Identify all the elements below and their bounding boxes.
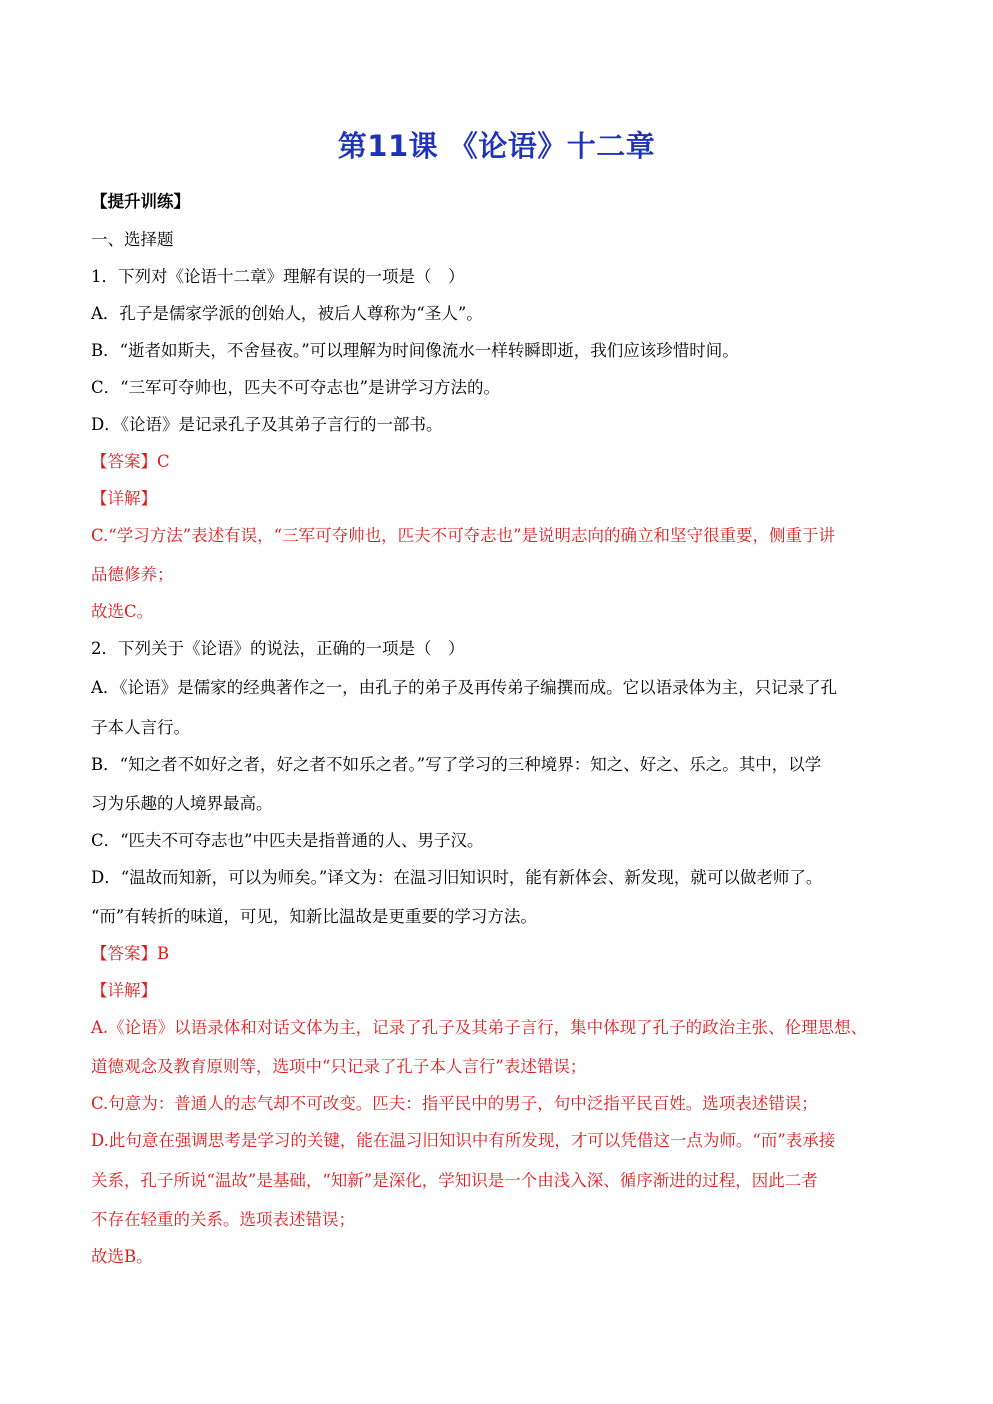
text-line: 【详解】 [91, 981, 157, 1000]
text-line: D．《论语》是记录孔子及其弟子言行的一部书。 [91, 415, 443, 434]
text-line: A．孔子是儒家学派的创始人，被后人尊称为“圣人”。 [91, 304, 483, 323]
text-line: 【答案】B [91, 944, 170, 963]
text-line: 故选B。 [91, 1247, 153, 1266]
text-line: 习为乐趣的人境界最高。 [91, 794, 273, 813]
text-line: A．《论语》是儒家的经典著作之一，由孔子的弟子及再传弟子编撰而成。它以语录体为主，只记录了孔 [91, 678, 838, 697]
text-line: 【详解】 [91, 489, 157, 508]
text-line: 2．下列关于《论语》的说法，正确的一项是（ ） [91, 639, 465, 658]
text-line: A.《论语》以语录体和对话文体为主，记录了孔子及其弟子言行，集中体现了孔子的政治主张、伦理思想、 [91, 1018, 868, 1037]
text-line: 【答案】C [91, 452, 170, 471]
text-line: B．“逝者如斯夫，不舍昼夜。”可以理解为时间像流水一样转瞬即逝，我们应该珍惜时间。 [91, 341, 739, 360]
text-line: D．“温故而知新，可以为师矣。”译文为：在温习旧知识时，能有新体会、新发现，就可以做老师了。 [91, 868, 823, 887]
text-line: C．“匹夫不可夺志也”中匹夫是指普通的人、男子汉。 [91, 831, 484, 850]
text-line: 不存在轻重的关系。选项表述错误； [91, 1210, 355, 1229]
page-title: 第11课 《论语》十二章 [337, 129, 656, 163]
part-heading: 一、选择题 [91, 230, 174, 249]
text-line: 关系，孔子所说“温故”是基础，“知新”是深化，学知识是一个由浅入深、循序渐进的过程，因此二者 [91, 1171, 818, 1190]
text-line: 1．下列对《论语十二章》理解有误的一项是（ ） [91, 267, 465, 286]
section-label: 【提升训练】 [91, 192, 190, 211]
text-line: B．“知之者不如好之者，好之者不如乐之者。”写了学习的三种境界：知之、好之、乐之。其中，以学 [91, 755, 822, 774]
text-line: “而”有转折的味道，可见，知新比温故是更重要的学习方法。 [91, 907, 537, 926]
text-line: C.“学习方法”表述有误，“三军可夺帅也，匹夫不可夺志也”是说明志向的确立和坚守很重要，侧重于讲 [91, 526, 836, 545]
text-line: 故选C。 [91, 602, 154, 621]
text-line: 道德观念及教育原则等，选项中“只记录了孔子本人言行”表述错误； [91, 1057, 587, 1076]
text-line: C.句意为：普通人的志气却不可改变。匹夫：指平民中的男子，句中泛指平民百姓。选项表述错误； [91, 1094, 818, 1113]
text-line: 子本人言行。 [91, 718, 190, 737]
text-line: 品德修养； [91, 565, 174, 584]
text-line: D.此句意在强调思考是学习的关键，能在温习旧知识中有所发现，才可以凭借这一点为师。“而”表承接 [91, 1131, 836, 1150]
text-line: C．“三军可夺帅也，匹夫不可夺志也”是讲学习方法的。 [91, 378, 500, 397]
